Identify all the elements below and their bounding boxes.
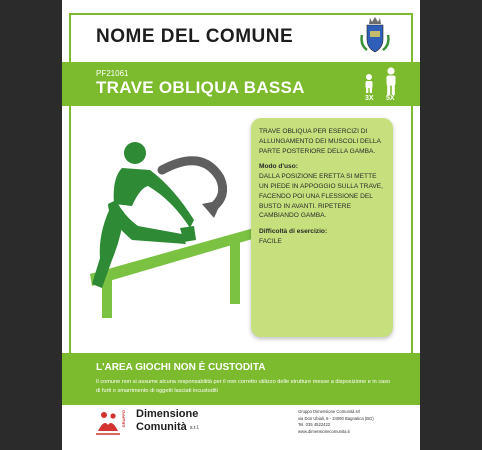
info-card [251, 118, 393, 337]
difficulty-heading: Difficoltà di esercizio: [259, 228, 328, 236]
company-logo [94, 405, 274, 445]
logo-group-label: GRUPPO [121, 410, 126, 428]
company-line: Tel. 035 4522422 [298, 422, 331, 428]
company-line: via Don Ubiali, 6 - 24060 Bagnatica (BG) [298, 415, 374, 421]
warning-text: Il comune non si assume alcuna responsabilità per il non corretto utilizzo delle strutture messe a disposizione e in caso di furti o smarrimento di oggetti lasciati incustoditi [96, 379, 391, 394]
logo-word-comunita: Comunità [136, 421, 187, 433]
logo-word-dimensione: Dimensione [136, 408, 199, 420]
company-website-link[interactable]: www.dimensionecomunita.it [298, 428, 350, 434]
crest-icon [358, 15, 392, 55]
dimensione-comunita-logo-icon [94, 407, 122, 439]
info-sign [62, 0, 420, 450]
child-large-icon [384, 66, 398, 96]
logo-srl: s.r.l. [190, 425, 200, 431]
usage-heading: Modo d'uso: [259, 163, 298, 171]
equipment-title: TRAVE OBLIQUA BASSA [96, 78, 305, 97]
warning-title: L'AREA GIOCHI NON È CUSTODITA [96, 362, 266, 373]
company-contacts [298, 409, 408, 435]
difficulty-value: FACILE [259, 237, 282, 245]
age-label-large: 5X [386, 95, 395, 102]
age-label-small: 3X [365, 95, 374, 102]
comune-name: NOME DEL COMUNE [96, 26, 294, 47]
company-line: Gruppo Dimensione Comunità srl [298, 409, 360, 414]
title-band [62, 62, 420, 106]
exercise-description: TRAVE OBLIQUA PER ESERCIZI DI ALLUNGAMENTO DEI MUSCOLI DELLA PARTE POSTERIORE DELLA GAMBA. [259, 128, 381, 155]
curved-arrow-icon [162, 161, 223, 218]
warning-band [62, 353, 420, 405]
product-code: PF21061 [96, 69, 129, 78]
child-small-icon [363, 66, 375, 94]
usage-text: DALLA POSIZIONE ERETTA SI METTE UN PIEDE IN APPOGGIO SULLA TRAVE, FACENDO POI UNA FLESSIONE DEL BUSTO IN AVANTI. RIPETERE CAMBIANDO GAMBA. [259, 173, 383, 220]
